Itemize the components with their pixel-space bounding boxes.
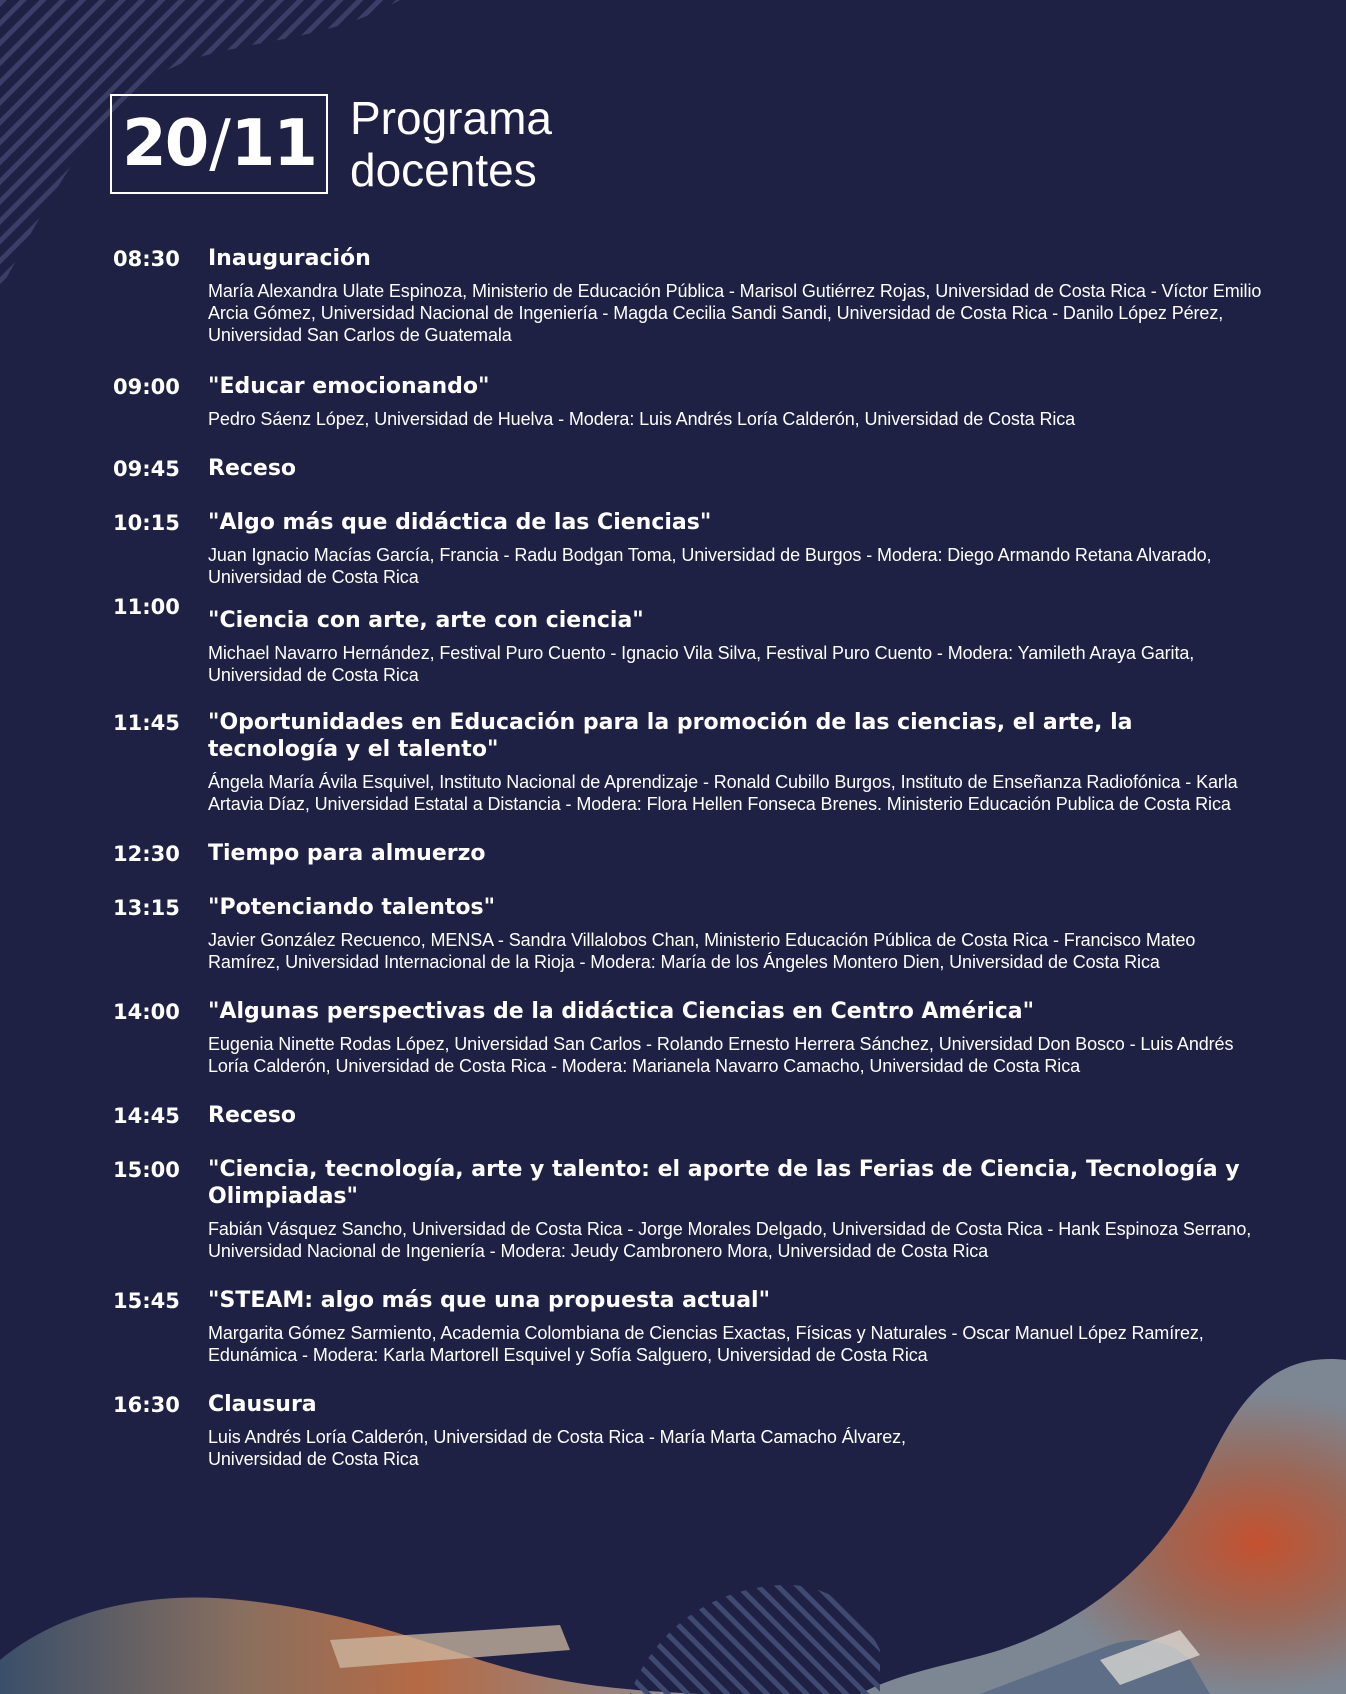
item-description: Margarita Gómez Sarmiento, Academia Colombiana de Ciencias Exactas, Físicas y Naturales - Oscar Manuel López Ramírez, Edunámica - Modera: Karla Martorell Esquivel y Sofía Salguero, Universidad de Costa Rica: [208, 1323, 1204, 1365]
item-content: [208, 893, 1263, 973]
item-content: [208, 839, 1263, 867]
item-title: "Oportunidades en Educación para la promoción de las ciencias, el arte, la tecnología y el talento": [208, 710, 1133, 762]
item-time: 16:30: [113, 1393, 180, 1417]
schedule-item: [113, 1286, 1263, 1366]
item-time: 14:00: [113, 1000, 180, 1024]
item-time: 12:30: [113, 842, 180, 866]
item-title: "Ciencia, tecnología, arte y talento: el aporte de las Ferias de Ciencia, Tecnología y Olimpiadas": [208, 1157, 1240, 1209]
item-time: 09:00: [113, 375, 180, 399]
item-content: [208, 1286, 1263, 1366]
schedule-item: [113, 244, 1263, 346]
item-content: [208, 508, 1263, 588]
schedule-list: [113, 244, 1263, 1470]
item-title: Clausura: [208, 1392, 317, 1417]
item-time: 14:45: [113, 1104, 180, 1128]
item-title: "Educar emocionando": [208, 374, 490, 399]
item-content: [208, 997, 1263, 1077]
schedule-item: [113, 839, 1263, 869]
title-line-2: docentes: [350, 144, 537, 196]
item-description: Javier González Recuenco, MENSA - Sandra Villalobos Chan, Ministerio Educación Pública de Costa Rica - Francisco Mateo Ramírez, Universidad Internacional de la Rioja - Modera: María de los Ángeles Montero Dien, Universidad de Costa Rica: [208, 930, 1196, 972]
schedule-item: [113, 1155, 1263, 1262]
item-time: 10:15: [113, 511, 180, 535]
schedule-item: [113, 708, 1263, 815]
date-month: 11: [230, 107, 316, 181]
item-content: [208, 1101, 1263, 1129]
item-description: Fabián Vásquez Sancho, Universidad de Costa Rica - Jorge Morales Delgado, Universidad de Costa Rica - Hank Espinoza Serrano, Universidad Nacional de Ingeniería - Modera: Jeudy Cambronero Mora, Universidad de Costa Rica: [208, 1219, 1252, 1261]
item-title: Receso: [208, 456, 297, 481]
item-title: "Algunas perspectivas de la didáctica Ciencias en Centro América": [208, 999, 1035, 1024]
schedule-item: [113, 893, 1263, 973]
item-description: Ángela María Ávila Esquivel, Instituto Nacional de Aprendizaje - Ronald Cubillo Burgos, Instituto de Enseñanza Radiofónica - Karla Artavia Díaz, Universidad Estatal a Distancia - Modera: Flora Hellen Fonseca Brenes. Ministerio Educación Publica de Costa Rica: [208, 772, 1238, 814]
item-description: María Alexandra Ulate Espinoza, Ministerio de Educación Pública - Marisol Gutiérrez Rojas, Universidad de Costa Rica - Víctor Emilio Arcia Gómez, Universidad Nacional de Ingeniería - Magda Cecilia Sandi Sandi, Universidad de Costa Rica - Danilo López Pérez, Universidad San Carlos de Guatemala: [208, 281, 1262, 345]
item-content: [208, 592, 1263, 686]
schedule-item: [113, 454, 1263, 484]
item-time: 11:00: [113, 595, 180, 619]
item-description: Luis Andrés Loría Calderón, Universidad de Costa Rica - María Marta Camacho Álvarez, Universidad de Costa Rica: [208, 1427, 906, 1469]
item-title: "Algo más que didáctica de las Ciencias": [208, 510, 712, 535]
item-time: 11:45: [113, 711, 180, 735]
item-description: Juan Ignacio Macías García, Francia - Radu Bodgan Toma, Universidad de Burgos - Modera: Diego Armando Retana Alvarado, Universidad de Costa Rica: [208, 545, 1212, 587]
item-title: Inauguración: [208, 246, 371, 271]
item-content: [208, 244, 1263, 346]
item-content: [208, 708, 1263, 815]
item-title: "STEAM: algo más que una propuesta actual": [208, 1288, 771, 1313]
item-time: 13:15: [113, 896, 180, 920]
item-description: Michael Navarro Hernández, Festival Puro Cuento - Ignacio Vila Silva, Festival Puro Cuento - Modera: Yamileth Araya Garita, Universidad de Costa Rica: [208, 643, 1195, 685]
date-box: [110, 94, 328, 194]
date-day: 20: [122, 107, 208, 181]
item-title: "Ciencia con arte, arte con ciencia": [208, 608, 644, 633]
schedule-item: [113, 372, 1263, 430]
item-title: "Potenciando talentos": [208, 895, 496, 920]
schedule-item: [113, 997, 1263, 1077]
header: [110, 94, 552, 196]
item-description: Pedro Sáenz López, Universidad de Huelva - Modera: Luis Andrés Loría Calderón, Universidad de Costa Rica: [208, 409, 1076, 429]
item-content: [208, 1155, 1263, 1262]
page-title: [350, 92, 552, 196]
title-line-1: Programa: [350, 92, 552, 144]
item-content: [208, 372, 1263, 430]
item-content: [208, 1390, 968, 1470]
item-time: 15:00: [113, 1158, 180, 1182]
schedule-item: [113, 508, 1263, 588]
item-time: 15:45: [113, 1289, 180, 1313]
item-title: Tiempo para almuerzo: [208, 841, 486, 866]
item-content: [208, 454, 1263, 482]
item-time: 08:30: [113, 247, 180, 271]
schedule-item: [113, 592, 1263, 686]
item-time: 09:45: [113, 457, 180, 481]
date-slash: /: [209, 107, 229, 181]
schedule-item: [113, 1101, 1263, 1131]
schedule-item: [113, 1390, 1263, 1470]
item-description: Eugenia Ninette Rodas López, Universidad San Carlos - Rolando Ernesto Herrera Sánchez, Universidad Don Bosco - Luis Andrés Loría Calderón, Universidad de Costa Rica - Modera: Marianela Navarro Camacho, Universidad de Costa Rica: [208, 1034, 1234, 1076]
item-title: Receso: [208, 1103, 297, 1128]
